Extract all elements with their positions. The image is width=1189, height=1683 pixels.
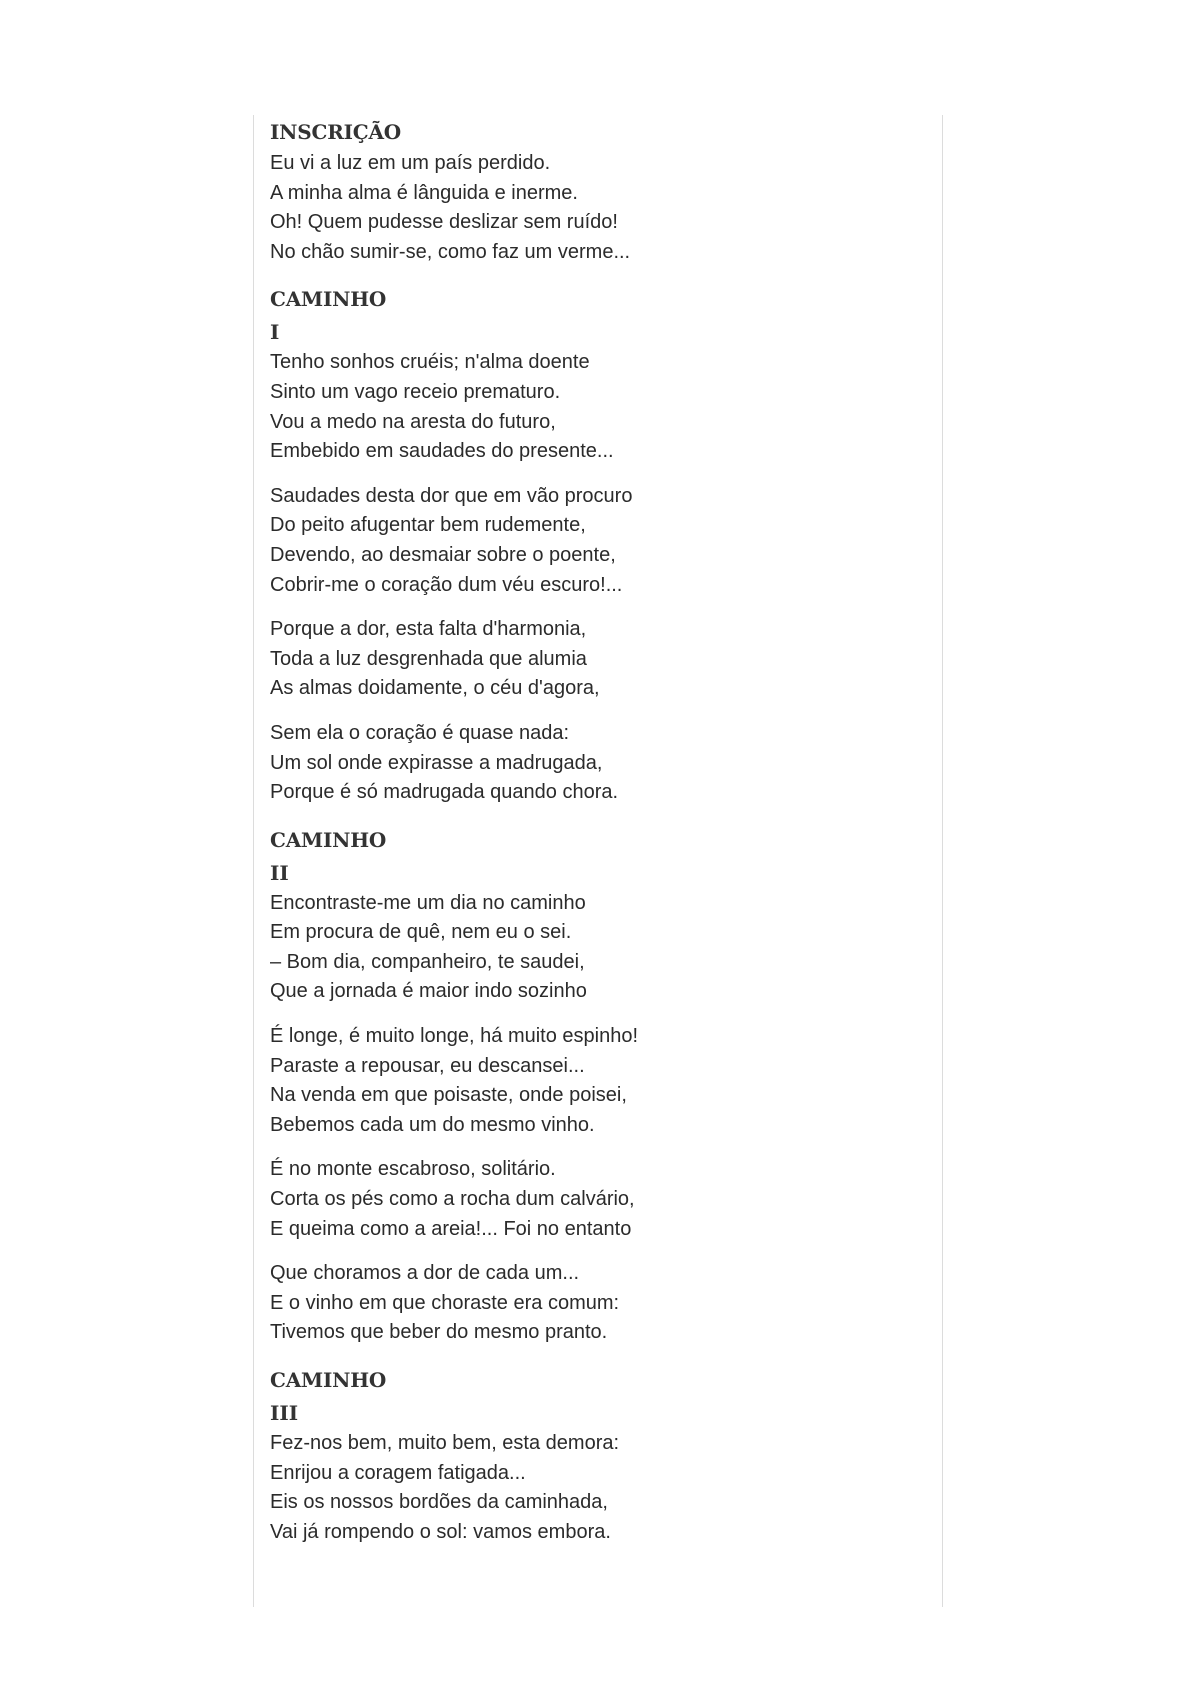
verse-line: – Bom dia, companheiro, te saudei, [270,950,585,973]
verse-line: Tivemos que beber do mesmo pranto. [270,1321,608,1344]
verse-line: Que choramos a dor de cada um... [270,1262,580,1285]
verse-line: Sem ela o coração é quase nada: [270,721,570,744]
poem-column [253,115,943,1607]
verse-line: Toda a luz desgrenhada que alumia [270,647,587,670]
verse-line: Enrijou a coragem fatigada... [270,1461,526,1484]
verse-line: Do peito afugentar bem rudemente, [270,514,586,537]
verse-line: Bebemos cada um do mesmo vinho. [270,1113,595,1136]
verse-line: Cobrir-me o coração dum véu escuro!... [270,573,623,596]
stanza [270,1155,926,1244]
verse-line: Corta os pés como a rocha dum calvário, [270,1188,635,1211]
verse-line: Eis os nossos bordões da caminhada, [270,1491,608,1514]
verse-line: Porque é só madrugada quando chora. [270,781,619,804]
poem-title: CAMINHO [270,827,387,852]
stanza [270,149,926,267]
verse-line: Vou a medo na aresta do futuro, [270,410,556,433]
poem-section [270,823,926,1348]
stanza [270,482,926,600]
poem-title: INSCRIÇÃO [270,120,402,144]
verse-line: Encontraste-me um dia no caminho [270,891,586,914]
verse-line: Tenho sonhos cruéis; n'alma doente [270,351,590,374]
verse-line: Que a jornada é maior indo sozinho [270,980,587,1003]
stanza [270,719,926,808]
verse-line: E o vinho em que choraste era comum: [270,1291,620,1314]
verse-line: Um sol onde expirasse a madrugada, [270,751,603,774]
stanza [270,1259,926,1348]
verse-line: É longe, é muito longe, há muito espinho! [270,1025,639,1048]
poem-content [270,115,926,1562]
verse-line: A minha alma é lânguida e inerme. [270,181,578,204]
poem-part-numeral: III [270,1401,299,1425]
verse-line: É no monte escabroso, solitário. [270,1158,556,1181]
stanza [270,889,926,1007]
stanza [270,615,926,704]
verse-line: Paraste a repousar, eu descansei... [270,1054,585,1077]
verse-line: Porque a dor, esta falta d'harmonia, [270,618,587,641]
verse-line: No chão sumir-se, como faz um verme... [270,240,631,263]
verse-line: Em procura de quê, nem eu o sei. [270,921,572,944]
poem-section [270,1363,926,1547]
poem-section [270,282,926,807]
verse-line: Sinto um vago receio prematuro. [270,380,561,403]
poem-part-numeral: II [270,860,289,885]
verse-line: Na venda em que poisaste, onde poisei, [270,1084,627,1107]
verse-line: As almas doidamente, o céu d'agora, [270,677,600,700]
poem-title: CAMINHO [270,287,387,312]
verse-line: Embebido em saudades do presente... [270,440,614,463]
verse-line: Vai já rompendo o sol: vamos embora. [270,1520,611,1543]
stanza [270,1022,926,1140]
verse-line: Fez-nos bem, muito bem, esta demora: [270,1432,620,1454]
verse-line: E queima como a areia!... Foi no entanto [270,1217,632,1240]
verse-line: Oh! Quem pudesse deslizar sem ruído! [270,211,618,234]
poem-section [270,115,926,267]
verse-line: Saudades desta dor que em vão procuro [270,484,633,507]
stanza [270,1429,926,1547]
poem-title: CAMINHO [270,1368,387,1392]
poem-part-numeral: I [270,320,280,345]
stanza [270,348,926,466]
verse-line: Devendo, ao desmaiar sobre o poente, [270,543,616,566]
verse-line: Eu vi a luz em um país perdido. [270,152,551,174]
